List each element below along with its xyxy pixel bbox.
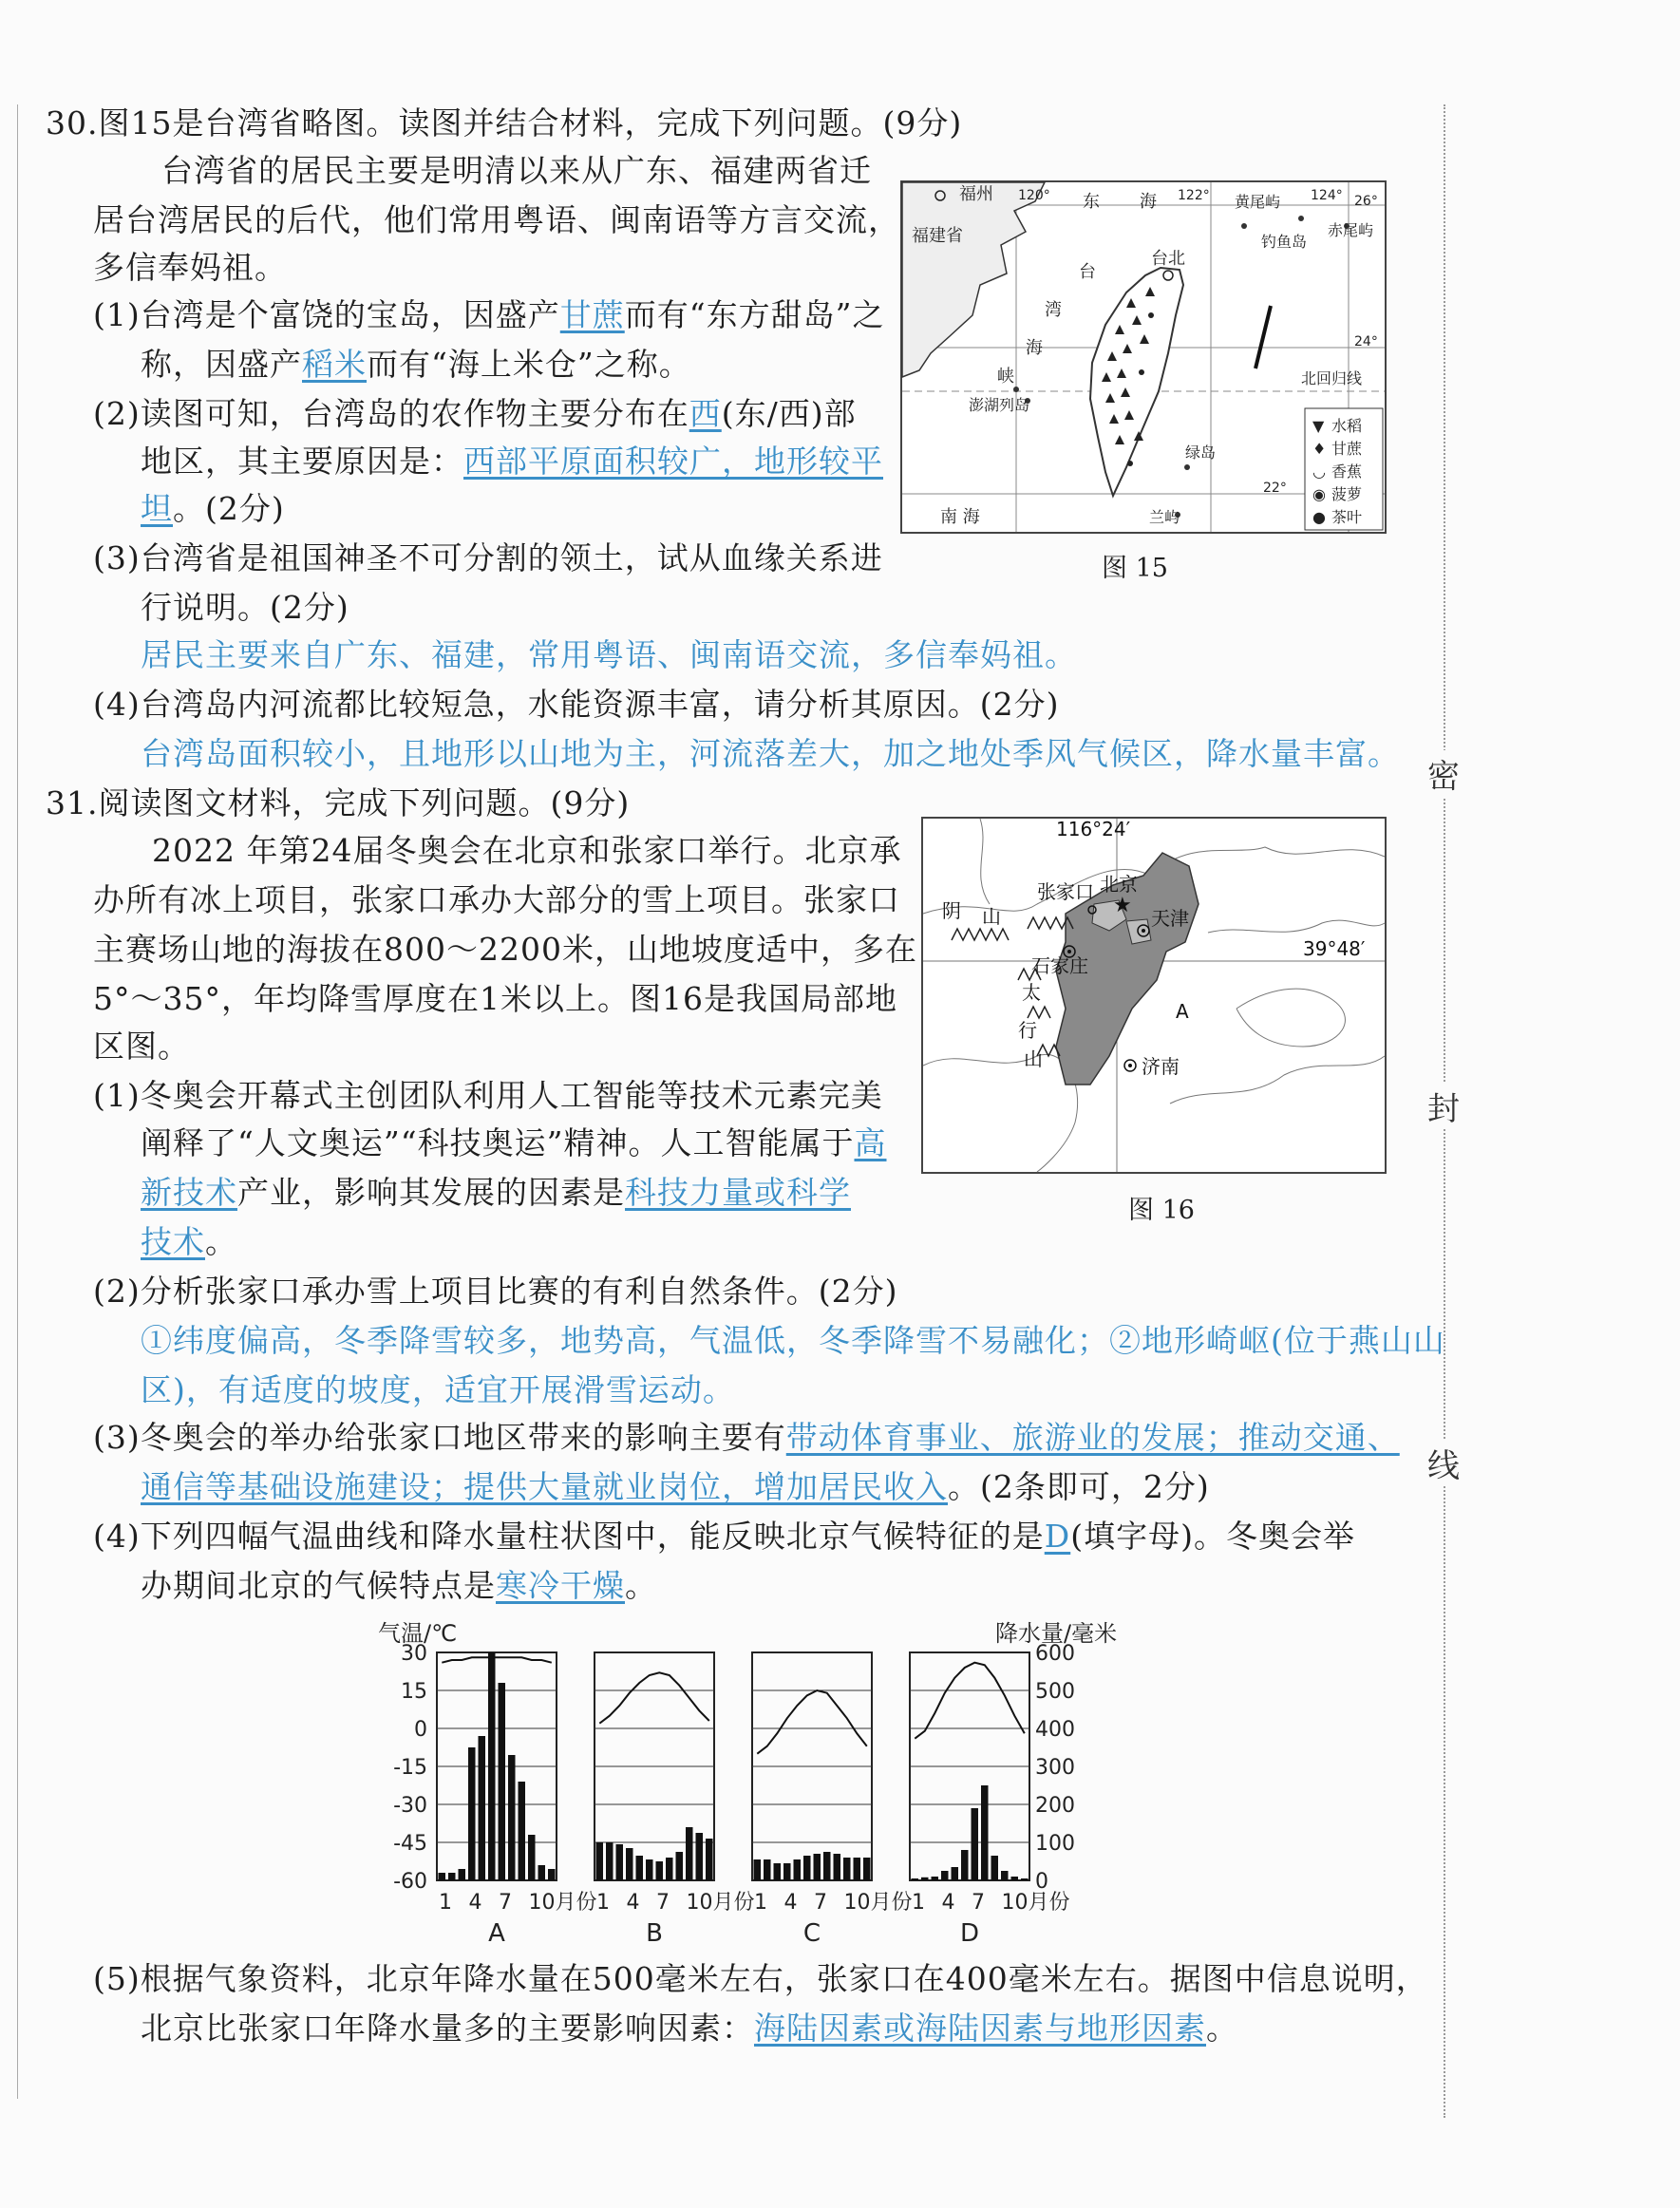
x-tick-label: 1 (912, 1891, 925, 1915)
q31-p1-line4: 技术。 (141, 1223, 237, 1260)
q31-p2-answer-2: 区)，有适度的坡度，适宜开展滑雪运动。 (141, 1371, 735, 1408)
chart-ylabel-temp: 气温/℃ (378, 1620, 458, 1647)
precip-bar (952, 1867, 959, 1880)
fig16-label-beijing: 北京 (1100, 873, 1138, 896)
precip-bar (794, 1859, 802, 1880)
precip-bar (666, 1858, 673, 1880)
q31-p4-line2: 办期间北京的气候特点是寒冷干燥。 (141, 1567, 657, 1604)
precip-bar (981, 1785, 989, 1880)
precip-bar (764, 1859, 771, 1880)
panel-label: C (802, 1919, 821, 1948)
precip-bar (972, 1808, 979, 1880)
precip-bar (448, 1873, 456, 1880)
precip-bar (863, 1858, 871, 1880)
precip-bar (519, 1782, 526, 1880)
precip-bar (1021, 1878, 1029, 1880)
chart-ylabel-precip: 降水量/毫米 (995, 1620, 1118, 1647)
svg-text:甘蔗: 甘蔗 (1331, 440, 1363, 458)
precip-bar (912, 1878, 919, 1880)
precip-bar (696, 1833, 704, 1880)
precip-bar (783, 1863, 791, 1880)
q31-p2-answer-1: ①纬度偏高，冬季降雪较多，地势高，气温低，冬季降雪不易融化；②地形崎岖(位于燕山山 (141, 1322, 1445, 1359)
svg-text:水稻: 水稻 (1331, 417, 1363, 435)
answer: 西 (689, 395, 722, 432)
q31-p5-line2: 北京比张家口年降水量多的主要影响因素：海陆因素或海陆因素与地形因素。 (141, 2010, 1238, 2047)
panel-label: D (959, 1919, 980, 1948)
q31-p3-line2: 通信等基础设施建设；提供大量就业岗位，增加居民收入。(2条即可，2分) (141, 1468, 1210, 1505)
x-tick-label: 4 (468, 1891, 482, 1915)
precip-tick-label: 300 (1035, 1756, 1075, 1780)
panel-label: B (646, 1919, 663, 1948)
temp-tick-label: -60 (393, 1870, 427, 1894)
x-tick-label: 4 (626, 1891, 640, 1915)
x-tick-label: 4 (783, 1891, 798, 1915)
precip-bar (439, 1873, 446, 1880)
svg-text:湾: 湾 (1045, 300, 1062, 320)
svg-text:●: ● (1312, 508, 1326, 526)
q31-p1-line3: 新技术产业，影响其发展的因素是科技力量或科学 (141, 1174, 851, 1211)
precip-tick-label: 600 (1035, 1642, 1075, 1666)
fig15-label-fuzhou: 福州 (959, 184, 993, 204)
temp-tick-label: -45 (393, 1832, 427, 1856)
answer: 海陆因素或海陆因素与地形因素 (754, 2010, 1206, 2047)
q31-material-5: 区图。 (93, 1028, 190, 1065)
answer: 新技术 (141, 1174, 237, 1211)
svg-text:台: 台 (1079, 262, 1096, 282)
temp-tick-label: -30 (393, 1794, 427, 1818)
answer: 高 (854, 1124, 887, 1161)
svg-text:赤尾屿: 赤尾屿 (1328, 221, 1374, 239)
precip-bar (508, 1755, 516, 1880)
fig15-label-taibei: 台北 (1151, 249, 1185, 269)
temp-curve (599, 1672, 709, 1723)
q31-material-1: 2022 年第24届冬奥会在北京和张家口举行。北京承 (152, 832, 902, 869)
precip-bar (488, 1652, 496, 1880)
answer: 技术 (141, 1223, 205, 1260)
precip-bar (823, 1852, 831, 1880)
q30-p2-line1: (2)读图可知，台湾岛的农作物主要分布在西(东/西)部 (93, 395, 857, 432)
precip-bar (548, 1869, 556, 1880)
temp-tick-label: 0 (414, 1718, 427, 1742)
precip-bar (803, 1856, 811, 1880)
x-tick-label: 1 (596, 1891, 610, 1915)
precip-bar (814, 1854, 821, 1880)
precip-bar (921, 1878, 929, 1880)
climate-charts (361, 1614, 1121, 1948)
precip-bar (854, 1858, 861, 1880)
svg-text:26°: 26° (1354, 194, 1378, 209)
precip-bar (706, 1839, 713, 1880)
svg-text:120°: 120° (1018, 188, 1050, 203)
precip-tick-label: 100 (1035, 1832, 1075, 1856)
x-tick-label: 4 (941, 1891, 955, 1915)
precip-tick-label: 0 (1035, 1870, 1048, 1894)
temp-tick-label: 30 (401, 1642, 427, 1666)
answer: 寒冷干燥 (496, 1567, 625, 1604)
fig16-label-lon: 116°24′ (1056, 818, 1131, 840)
temp-curve (915, 1663, 1025, 1739)
fig16-label-A: A (1176, 1000, 1189, 1023)
precip-bar (686, 1827, 693, 1880)
svg-text:行: 行 (1018, 1019, 1037, 1042)
climate-panel-C (752, 1652, 913, 1948)
side-xian: 线 (1427, 1440, 1460, 1486)
temp-tick-label: 15 (401, 1680, 427, 1704)
precip-bar (538, 1865, 546, 1880)
q31-p5-line1: (5)根据气象资料，北京年降水量在500毫米左右，张家口在400毫米左右。据图中信息说明， (93, 1960, 1428, 1997)
q30-title: 30.图15是台湾省略图。读图并结合材料，完成下列问题。(9分) (46, 104, 963, 142)
answer: 稻米 (302, 346, 367, 383)
q31-p2-line1: (2)分析张家口承办雪上项目比赛的有利自然条件。(2分) (93, 1273, 898, 1310)
svg-text:南 海: 南 海 (940, 507, 980, 527)
precip-bar (932, 1877, 939, 1880)
q30-p4-answer: 台湾岛面积较小，且地形以山地为主，河流落差大，加之地处季风气候区，降水量丰富。 (141, 735, 1400, 772)
q31-p3-line1: (3)冬奥会的举办给张家口地区带来的影响主要有带动体育事业、旅游业的发展；推动交通、 (93, 1419, 1400, 1456)
temp-curve (757, 1690, 867, 1754)
fig16-label-shijiazhuang: 石家庄 (1031, 954, 1088, 977)
q30-p2-line2: 地区，其主要原因是：西部平原面积较广，地形较平 (141, 443, 883, 480)
precip-bar (843, 1858, 851, 1880)
precip-bar (1001, 1871, 1009, 1880)
svg-text:♦: ♦ (1312, 440, 1327, 458)
q30-p1-line1: (1)台湾是个富饶的宝岛，因盛产甘蔗而有“东方甜岛”之 (93, 296, 885, 333)
precip-bar (991, 1856, 999, 1880)
fig15-caption: 图 15 (1102, 554, 1168, 583)
answer: 西部平原面积较广，地形较平 (463, 443, 883, 480)
svg-text:阴: 阴 (942, 899, 961, 922)
q31-material-4: 5°～35°，年均降雪厚度在1米以上。图16是我国局部地 (93, 980, 897, 1017)
q30-p3-line1: (3)台湾省是祖国神圣不可分割的领土，试从血缘关系进 (93, 539, 883, 576)
svg-text:黄尾屿: 黄尾屿 (1235, 193, 1281, 211)
q30-material-2: 居台湾居民的后代，他们常用粤语、闽南语等方言交流， (93, 201, 900, 238)
svg-text:北回归线: 北回归线 (1301, 369, 1363, 387)
x-tick-label: 7 (814, 1891, 827, 1915)
answer: 甘蔗 (559, 296, 625, 333)
svg-text:124°: 124° (1311, 188, 1343, 203)
precip-bar (834, 1854, 841, 1880)
q31-title: 31.阅读图文材料，完成下列问题。(9分) (46, 784, 631, 821)
climate-panel-B (595, 1652, 755, 1948)
svg-text:◡: ◡ (1312, 462, 1326, 481)
precip-bar (1011, 1877, 1019, 1880)
precip-bar (626, 1848, 633, 1880)
precip-bar (616, 1844, 624, 1880)
fig16-caption: 图 16 (1128, 1196, 1195, 1225)
svg-text:钓鱼岛: 钓鱼岛 (1261, 233, 1308, 251)
precip-bar (499, 1683, 506, 1880)
fig16-label-jinan: 济南 (1142, 1055, 1180, 1078)
q30-p3-answer: 居民主要来自广东、福建，常用粤语、闽南语交流，多信奉妈祖。 (141, 636, 1077, 673)
precip-bar (459, 1869, 466, 1880)
svg-text:东: 东 (1083, 192, 1100, 212)
x-tick-label: 7 (499, 1891, 512, 1915)
answer: 带动体育事业、旅游业的发展；推动交通、 (785, 1419, 1400, 1456)
precip-bar (754, 1859, 762, 1880)
precip-bar (646, 1859, 653, 1880)
q30-p2-line3: 坦。(2分) (141, 490, 285, 527)
q31-p1-line2: 阐释了“人文奥运”“科技奥运”精神。人工智能属于高 (141, 1124, 887, 1161)
q31-material-3: 主赛场山地的海拔在800～2200米，山地坡度适中，多在 (93, 931, 917, 968)
svg-text:海: 海 (1140, 192, 1157, 212)
precip-bar (479, 1736, 486, 1880)
answer: D (1044, 1518, 1071, 1555)
fig15-label-fujian: 福建省 (912, 226, 963, 246)
side-mi: 密 (1427, 750, 1460, 797)
fig16-region-map (921, 817, 1387, 1174)
svg-text:山: 山 (982, 905, 1001, 928)
precip-bar (774, 1863, 782, 1880)
answer: 通信等基础设施建设；提供大量就业岗位，增加居民收入 (141, 1468, 948, 1505)
svg-text:茶叶: 茶叶 (1331, 508, 1363, 526)
svg-text:24°: 24° (1354, 334, 1378, 349)
svg-text:122°: 122° (1178, 188, 1210, 203)
q30-p1-line2: 称，因盛产稻米而有“海上米仓”之称。 (141, 346, 691, 383)
svg-text:★: ★ (1113, 894, 1132, 917)
x-tick-label: 1 (439, 1891, 452, 1915)
precip-bar (656, 1861, 664, 1880)
x-tick-label: 7 (972, 1891, 985, 1915)
q30-material-1: 台湾省的居民主要是明清以来从广东、福建两省迁 (161, 152, 872, 189)
x-tick-label: 10月份 (686, 1891, 755, 1915)
precip-tick-label: 200 (1035, 1794, 1075, 1818)
svg-text:香蕉: 香蕉 (1331, 462, 1363, 481)
q30-p4-line1: (4)台湾岛内河流都比较短急，水能资源丰富，请分析其原因。(2分) (93, 686, 1060, 723)
precip-bar (528, 1835, 536, 1880)
precip-bar (596, 1842, 604, 1880)
precip-bar (941, 1871, 949, 1880)
temp-curve (442, 1657, 552, 1662)
svg-text:兰屿: 兰屿 (1149, 508, 1180, 526)
svg-text:澎湖列岛: 澎湖列岛 (969, 396, 1030, 414)
x-tick-label: 7 (656, 1891, 670, 1915)
precip-tick-label: 500 (1035, 1680, 1075, 1704)
q31-p4-line1: (4)下列四幅气温曲线和降水量柱状图中，能反映北京气候特征的是D(填字母)。冬奥会举 (93, 1518, 1355, 1555)
q31-p1-line1: (1)冬奥会开幕式主创团队利用人工智能等技术元素完美 (93, 1077, 883, 1114)
temp-tick-label: -15 (393, 1756, 427, 1780)
q30-material-3: 多信奉妈祖。 (93, 249, 287, 286)
fig15-taiwan-map (900, 180, 1387, 534)
side-feng: 封 (1427, 1083, 1460, 1129)
x-tick-label: 1 (754, 1891, 767, 1915)
fig16-label-lat: 39°48′ (1303, 937, 1366, 960)
svg-text:峡: 峡 (997, 367, 1014, 387)
q31-material-2: 办所有冰上项目，张家口承办大部分的雪上项目。张家口 (93, 881, 900, 918)
precip-tick-label: 400 (1035, 1718, 1075, 1742)
fig16-label-zhangjiakou: 张家口 (1037, 880, 1094, 903)
precip-bar (606, 1842, 613, 1880)
precip-bar (636, 1856, 644, 1880)
x-tick-label: 10月份 (1001, 1891, 1070, 1915)
answer: 坦 (141, 490, 173, 527)
svg-text:◉: ◉ (1312, 485, 1326, 503)
svg-text:菠萝: 菠萝 (1331, 485, 1363, 503)
svg-text:22°: 22° (1263, 481, 1287, 496)
x-tick-label: 10月份 (528, 1891, 597, 1915)
svg-text:绿岛: 绿岛 (1185, 443, 1217, 462)
q30-p3-line2: 行说明。(2分) (141, 589, 349, 626)
precip-bar (468, 1747, 476, 1880)
svg-text:山: 山 (1024, 1047, 1043, 1070)
svg-text:太: 太 (1022, 981, 1041, 1004)
x-tick-label: 10月份 (843, 1891, 913, 1915)
precip-bar (961, 1850, 969, 1880)
svg-text:海: 海 (1026, 338, 1043, 358)
left-margin-line (17, 104, 18, 2099)
precip-bar (676, 1852, 684, 1880)
fig16-label-tianjin: 天津 (1151, 907, 1189, 930)
panel-label: A (488, 1919, 505, 1948)
answer: 科技力量或科学 (625, 1174, 851, 1211)
svg-text:▼: ▼ (1312, 417, 1325, 435)
climate-panel-A (437, 1652, 597, 1948)
